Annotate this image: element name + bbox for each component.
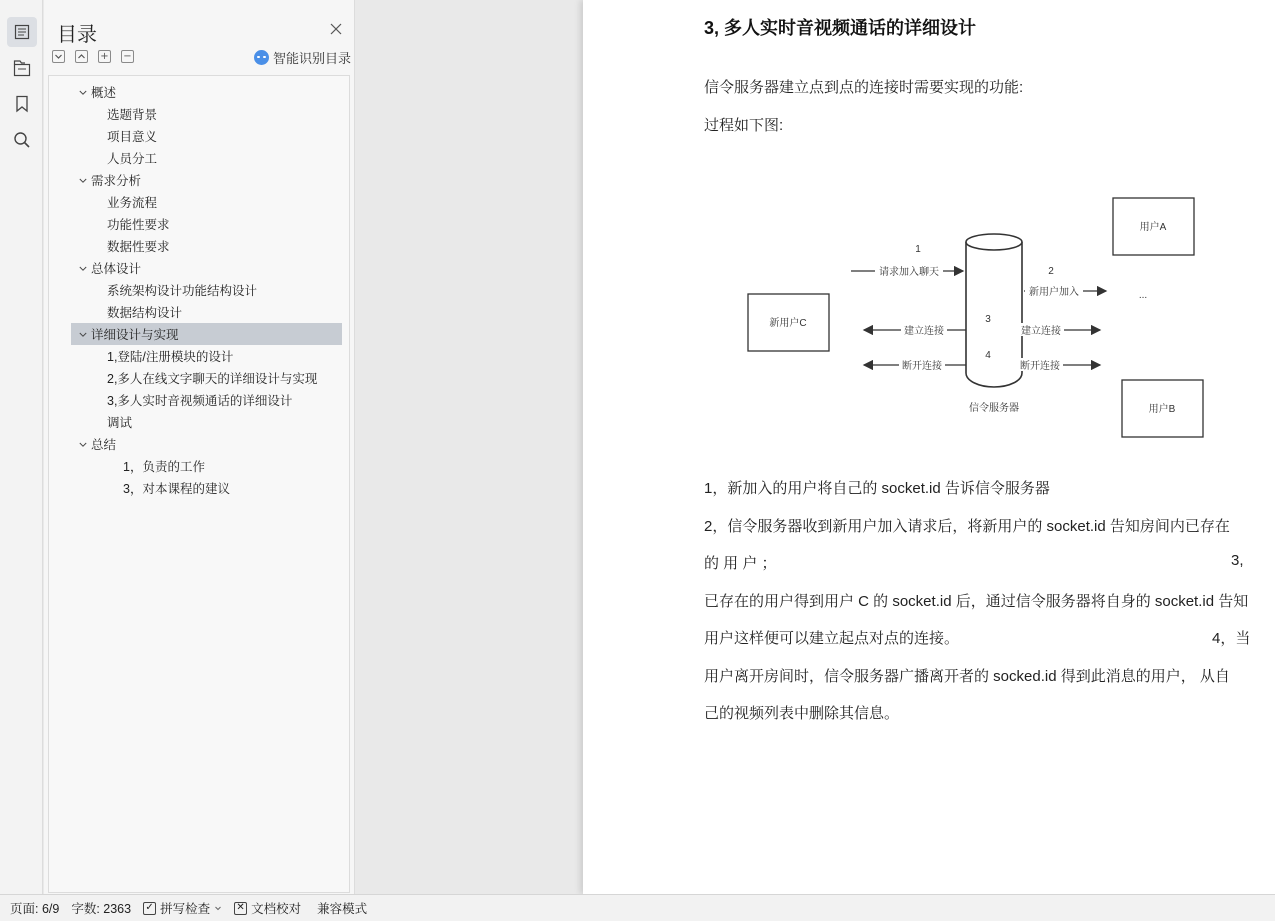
step1-label: 请求加入聊天 [879, 267, 939, 278]
toc-item-label: 需求分析 [91, 174, 142, 188]
paragraph-line: 1，新加入的用户将自己的 socket.id 告诉信令服务器 [704, 480, 1050, 497]
step2-label: 新用户加入 [1029, 287, 1079, 298]
toc-subsection-item[interactable] [49, 477, 349, 499]
chevron-down-icon[interactable] [79, 177, 87, 185]
toc-subsection-item[interactable] [49, 147, 349, 169]
new-user-label: 新用户C [769, 318, 807, 329]
smart-toc-button[interactable] [254, 48, 351, 67]
toc-section-item[interactable] [49, 169, 349, 191]
toc-subsection-item[interactable] [49, 125, 349, 147]
toc-subsection-item[interactable] [49, 235, 349, 257]
page-indicator[interactable]: 页面: 6/9 [10, 902, 60, 916]
toc-subsection-item[interactable] [49, 213, 349, 235]
toc-subsection-item[interactable] [49, 345, 349, 367]
toc-item-label: 数据性要求 [107, 240, 170, 254]
toc-subsection-item[interactable] [49, 367, 349, 389]
plus-icon[interactable]: + [98, 50, 111, 63]
expand-up-icon[interactable] [75, 50, 88, 63]
toc-subsection-item[interactable] [49, 279, 349, 301]
signaling-diagram [743, 190, 1213, 445]
close-icon[interactable] [329, 22, 343, 36]
toc-subsection-item[interactable] [49, 411, 349, 433]
disconnect-left-label: 断开连接 [902, 361, 942, 372]
paragraph-line: 己的视频列表中删除其信息。 [704, 705, 900, 722]
connect-right-label: 建立连接 [1021, 326, 1061, 337]
step3-number: 3 [985, 314, 991, 325]
toc-subsection-item[interactable] [49, 103, 349, 125]
chevron-down-icon[interactable] [79, 89, 87, 97]
spell-check-button[interactable] [143, 899, 222, 917]
canvas-margin [356, 0, 582, 894]
disconnect-right-label: 断开连接 [1020, 361, 1060, 372]
user-a-label: 用户A [1139, 222, 1167, 233]
paragraph-line: 已存在的用户得到用户 C 的 socket.id 后，通过信令服务器将自身的 socket.id 告知 [704, 593, 1249, 610]
bookmark-icon[interactable] [7, 89, 37, 119]
collapse-all-icon[interactable] [52, 50, 65, 63]
checkbox-icon: ✓ [143, 902, 156, 915]
left-icon-rail [0, 0, 43, 894]
section-heading: 3, 多人实时音视频通话的详细设计 [704, 18, 977, 38]
toc-item-label: 2,多人在线文字聊天的详细设计与实现 [107, 372, 318, 386]
toc-icon[interactable] [7, 17, 37, 47]
paragraph-line: 2，信令服务器收到新用户加入请求后，将新用户的 socket.id 告知房间内已存在 [704, 518, 1230, 535]
paragraph-line: 用户这样便可以建立起点对点的连接。 [704, 630, 960, 647]
search-icon[interactable] [7, 125, 37, 155]
step4-number: 4 [985, 350, 991, 361]
toc-item-label: 总体设计 [91, 262, 142, 276]
compat-mode-label[interactable]: 兼容模式 [317, 902, 368, 916]
toc-section-item[interactable] [71, 323, 342, 345]
toc-section-item[interactable] [49, 433, 349, 455]
toc-item-label: 1,登陆/注册模块的设计 [107, 350, 234, 364]
toc-item-label: 数据结构设计 [107, 306, 183, 320]
process-text: 过程如下图: [704, 117, 784, 134]
toc-item-label: 项目意义 [107, 130, 158, 144]
toc-item-label: 3,多人实时音视频通话的详细设计 [107, 394, 293, 408]
toc-list [48, 75, 350, 893]
nav-pane-icon[interactable] [7, 53, 37, 83]
step1-number: 1 [915, 244, 921, 255]
chevron-down-icon[interactable] [79, 265, 87, 273]
smart-toc-label: 智能识别目录 [273, 51, 352, 66]
body-paragraph [704, 477, 1266, 737]
toc-item-label: 调试 [107, 416, 133, 430]
toc-subsection-item[interactable] [49, 191, 349, 213]
review-icon: ✕ [234, 902, 247, 915]
minus-icon[interactable]: − [121, 50, 134, 63]
smart-assistant-icon [254, 50, 269, 65]
toc-section-item[interactable] [49, 257, 349, 279]
step2-number: 2 [1048, 266, 1054, 277]
intro-text: 信令服务器建立点到点的连接时需要实现的功能: [704, 79, 1024, 96]
status-bar [0, 894, 1275, 921]
paragraph-line: 3, [1231, 552, 1244, 569]
more-users-ellipsis: ... [1138, 290, 1148, 301]
toc-item-label: 总结 [91, 438, 117, 452]
document-page [583, 0, 1275, 894]
connect-left-label: 建立连接 [904, 326, 944, 337]
signaling-server-shape [966, 234, 1022, 387]
chevron-down-icon[interactable] [79, 331, 87, 339]
toc-section-item[interactable] [49, 81, 349, 103]
toc-subsection-item[interactable] [49, 301, 349, 323]
toc-panel [44, 0, 355, 894]
toc-title: 目录 [57, 24, 97, 46]
toc-item-label: 1，负责的工作 [123, 460, 205, 474]
toc-subsection-item[interactable] [49, 455, 349, 477]
toc-toolbar [52, 50, 134, 63]
word-count[interactable]: 字数: 2363 [71, 902, 132, 916]
paragraph-line: 4，当 [1212, 630, 1251, 647]
toc-item-label: 3，对本课程的建议 [123, 482, 230, 496]
paragraph-line: 的 用 户 ； [704, 555, 777, 572]
chevron-down-icon[interactable] [79, 441, 87, 449]
user-b-label: 用户B [1148, 404, 1176, 415]
chevron-down-icon [214, 904, 222, 912]
paragraph-line: 用户离开房间时，信令服务器广播离开者的 socked.id 得到此消息的用户， 从自 [704, 668, 1230, 685]
toc-item-label: 概述 [91, 86, 117, 100]
toc-item-label: 选题背景 [107, 108, 158, 122]
toc-item-label: 业务流程 [107, 196, 158, 210]
doc-review-label: 文档校对 [251, 902, 302, 916]
toc-item-label: 人员分工 [107, 152, 158, 166]
toc-item-label: 系统架构设计功能结构设计 [107, 284, 258, 298]
toc-item-label: 功能性要求 [107, 218, 170, 232]
server-label: 信令服务器 [969, 403, 1019, 414]
toc-item-label: 详细设计与实现 [91, 328, 179, 342]
doc-review-button[interactable] [234, 899, 301, 917]
spell-check-label: 拼写检查 [160, 902, 211, 916]
toc-subsection-item[interactable] [49, 389, 349, 411]
